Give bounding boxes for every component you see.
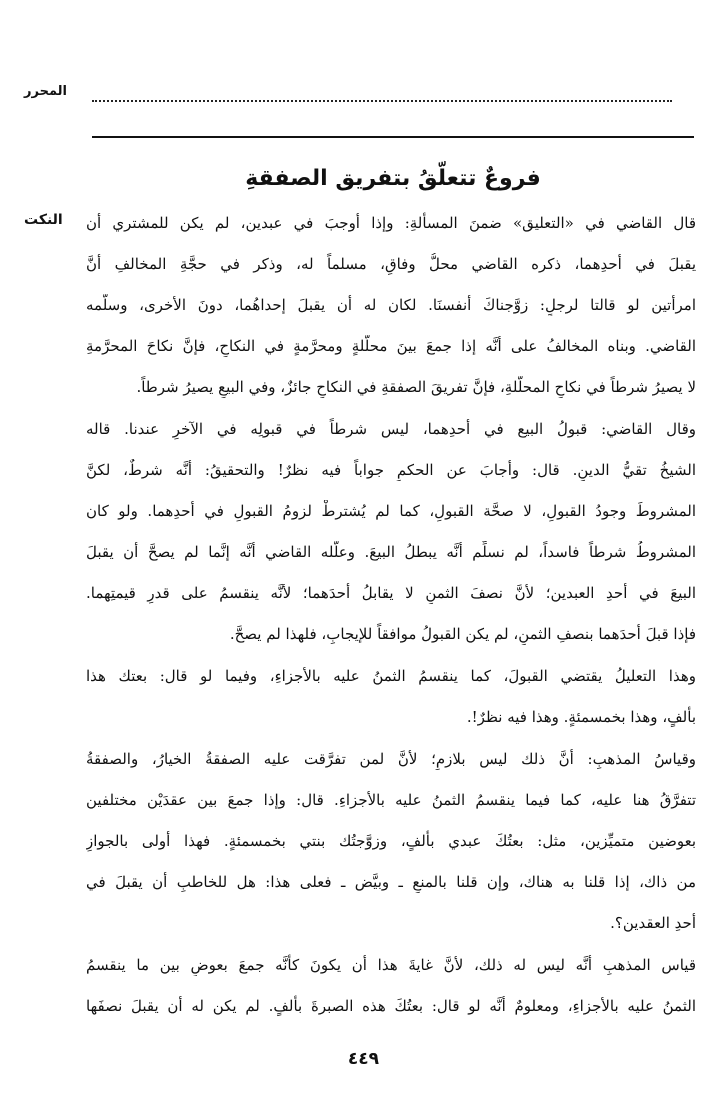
running-title: المحرر (24, 84, 67, 99)
text-line: بعوضين متميِّزين، مثل: بعتُكَ عبدي بألفٍ، وزوَّجتُك بنتي بخمسمئةٍ. فهذا أولى بالجوازِ (86, 832, 696, 850)
text-line: المشروطُ شرطاً فاسداً، لم نسلِّم أنَّه يبطلُ البيعَ. وعلَّله القاضي أنَّه إنَّما لم يصحَّ أن يقبلَ (86, 543, 696, 561)
text-line: القاضي. وبناه المخالفُ على أنَّه إذا جمعَ بينَ محلَّلةٍ ومحرَّمةٍ في النكاحِ، فإنَّ نكاحَ المحرَّمةِ (86, 337, 696, 355)
text-line: أحدِ العقدين؟. (610, 914, 696, 932)
text-line: بألفٍ، وهذا بخمسمئةٍ. وهذا فيه نظرٌ!. (466, 708, 696, 726)
page-number: ٤٤٩ (347, 1049, 380, 1069)
text-line: قال القاضي في «التعليق» ضمنَ المسألةِ: وإذا أوجبَ في عبدين، لم يكن للمشتري أن (86, 214, 696, 232)
margin-note: النكت (24, 212, 63, 228)
text-line: المشروطَ وجودُ القبولِ، لا صحَّة القبولِ، كما لم يُشترطْ لزومُ القبولِ في أحدِهما. ولو كان (86, 502, 696, 520)
text-line: وقال القاضي: قبولُ البيع في أحدِهما، ليس شرطاً في قبولِه في الآخرِ عندنا. قاله (86, 420, 696, 438)
text-line: امرأتين لو قالتا لرجلٍ: زوَّجناكَ أنفسنَا. لكان له أن يقبلَ إحداهُما، دونَ الأخرى، وسلَّمه (86, 296, 696, 314)
text-line: فإذا قبلَ أحدَهما بنصفِ الثمنِ، لم يكن القبولُ موافقاً للإيجابِ، فلهذا لم يصحَّ. (229, 625, 696, 643)
text-line: وهذا التعليلُ يقتضي القبولَ، كما ينقسمُ الثمنُ عليه بالأجزاءِ، وفيما لو قال: بعتك هذا (86, 667, 696, 685)
text-line: قياس المذهبِ أنَّه ليس له ذلك، لأنَّ غايةَ هذا أن يكونَ كأنَّه جمعَ بعوضٍ بين ما ينقسمُ (86, 956, 696, 974)
text-line: تتفرَّقُ هنا عليه، كما فيما ينقسمُ الثمنُ عليه بالأجزاءِ. قال: وإذا جمعَ بين عقدَيْن مختلفين (86, 791, 696, 809)
text-line: الشيخُ تقيُّ الدينِ. قال: وأجابَ عن الحكمِ جواباً فيه نظرٌ! والتحقيقُ: أنَّه شرطٌ، لكنَّ (86, 461, 696, 479)
header-rule (92, 136, 694, 138)
text-line: وقياسُ المذهبِ: أنَّ ذلك ليس بلازمٍ؛ لأنَّ لمن تفرَّقت عليه الصفقةُ الخيارُ، والصفقةُ (86, 750, 696, 768)
section-title: فروعٌ تتعلّقُ بتفريق الصفقةِ (245, 166, 541, 191)
text-line: من ذاك، إذا قلنا به هناك، وإن قلنا بالمنعِ ـ وبيَّض ـ فعلى هذا: هل للخاطبِ أن يقبلَ في (86, 873, 696, 891)
text-line: لا يصيرُ شرطاً في نكاحِ المحلَّلةِ، فإنَّ تفريقَ الصفقةِ في النكاحِ جائزٌ، وفي البيعِ يصيرُ شرطاً. (136, 378, 696, 396)
text-line: الثمنُ عليه بالأجزاءِ، ومعلومٌ أنَّه لو قال: بعتُكَ هذه الصبرةَ بألفٍ. لم يكن له أن يقبلَ نصفَها (86, 997, 696, 1015)
dotted-leader (92, 100, 672, 102)
text-line: البيعَ في أحدِ العبدين؛ لأنَّ نصفَ الثمنِ لا يقابلُ أحدَهما؛ لأنَّه ينقسمُ على قدرِ قيمتِهما. (86, 584, 696, 602)
running-header (0, 84, 727, 108)
text-line: يقبلَ في أحدِهما، ذكره القاضي محلُّ وفاقٍ، مسلماً له، وذكر في حجَّةِ المخالفِ أنَّ (86, 255, 696, 273)
